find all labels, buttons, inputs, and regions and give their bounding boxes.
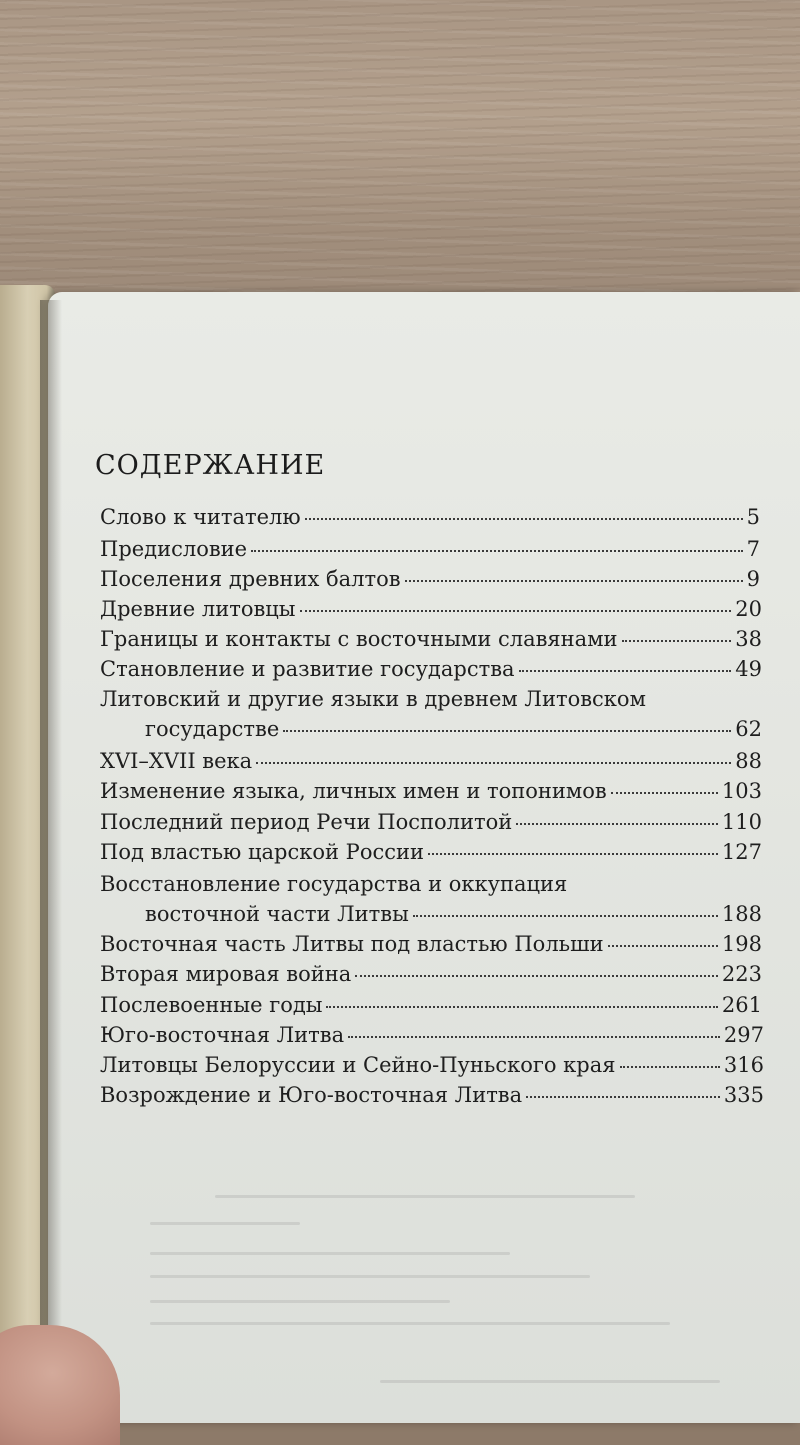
toc-leader-dots [256, 762, 731, 764]
toc-entry-title: Вторая мировая война [100, 962, 352, 986]
toc-leader-dots [251, 550, 743, 552]
toc-entry-title: Возрождение и Юго-восточная Литва [100, 1083, 523, 1107]
toc-entry-page: 49 [735, 657, 762, 681]
toc-entry-title: государстве [145, 717, 280, 741]
toc-entry [100, 597, 762, 621]
toc-entry [100, 537, 760, 561]
toc-entry-title: Границы и контакты с восточными славянами [100, 627, 618, 651]
toc-entry-title: Юго-восточная Литва [100, 1023, 345, 1047]
toc-entry-page: 297 [723, 1023, 764, 1047]
toc-entry-title: XVI–XVII века [100, 749, 253, 773]
toc-leader-dots [611, 792, 718, 794]
toc-title: СОДЕРЖАНИЕ [95, 450, 326, 481]
toc-entry [100, 932, 762, 956]
toc-entry-title: Древние литовцы [100, 597, 296, 621]
toc-entry-page: 103 [721, 779, 762, 803]
toc-entry-title: Становление и развитие государства [100, 657, 515, 681]
toc-leader-dots [283, 730, 731, 732]
toc-entry-title: восточной части Литвы [145, 902, 409, 926]
toc-entry-title: Послевоенные годы [100, 993, 323, 1017]
toc-entry [100, 657, 762, 681]
toc-entry-title: Изменение языка, личных имен и топонимов [100, 779, 607, 803]
toc-leader-dots [526, 1096, 720, 1098]
toc-entry-title: Литовцы Белоруссии и Сейно-Пуньского края [100, 1053, 616, 1077]
toc-entry-page: 20 [735, 597, 762, 621]
toc-entry-title: Последний период Речи Посполитой [100, 810, 513, 834]
toc-entry-page: 223 [721, 962, 762, 986]
toc-entry-page: 7 [746, 537, 760, 561]
toc-entry-page: 110 [721, 810, 762, 834]
toc-leader-dots [300, 610, 732, 612]
toc-entry-page: 62 [735, 717, 762, 741]
toc-leader-dots [622, 640, 732, 642]
toc-entry [100, 779, 762, 803]
toc-entry [100, 505, 760, 529]
toc-leader-dots [355, 975, 718, 977]
toc-entry-title: Предисловие [100, 537, 248, 561]
toc-entry-page: 9 [746, 567, 760, 591]
toc-entry-page: 261 [721, 993, 762, 1017]
toc-entry [100, 1083, 764, 1107]
toc-entry-page: 316 [723, 1053, 764, 1077]
toc-leader-dots [326, 1006, 717, 1008]
toc-leader-dots [348, 1036, 720, 1038]
toc-entry [100, 749, 762, 773]
toc-entry-title-line1: Восстановление государства и оккупация [100, 872, 568, 896]
toc-leader-dots [428, 853, 718, 855]
toc-entry-title-line1: Литовский и другие языки в древнем Литовском [100, 687, 646, 711]
toc-entry-title: Восточная часть Литвы под властью Польши [100, 932, 604, 956]
toc-entry-title: Под властью царской России [100, 840, 424, 864]
toc-entry [100, 627, 762, 651]
toc-entry [100, 567, 760, 591]
toc-leader-dots [405, 580, 743, 582]
toc-entry-page: 5 [746, 505, 760, 529]
toc-entry [100, 1053, 764, 1077]
toc-leader-dots [413, 915, 718, 917]
toc-entry [100, 993, 762, 1017]
toc-entry [100, 840, 762, 864]
toc-entry [100, 810, 762, 834]
toc-leader-dots [519, 670, 732, 672]
toc-entry-page: 127 [721, 840, 762, 864]
toc-entry-title: Поселения древних балтов [100, 567, 401, 591]
toc-entry-page: 335 [723, 1083, 764, 1107]
toc-entry-page: 188 [721, 902, 762, 926]
toc-entry-page: 38 [735, 627, 762, 651]
toc-entry [100, 1023, 764, 1047]
toc-leader-dots [305, 518, 743, 520]
toc-entry-page: 88 [735, 749, 762, 773]
toc-entry [145, 717, 762, 741]
toc-entry-page: 198 [721, 932, 762, 956]
toc-leader-dots [620, 1066, 720, 1068]
toc-leader-dots [608, 945, 718, 947]
toc-entry [145, 902, 762, 926]
toc-entry-title: Слово к читателю [100, 505, 301, 529]
toc-leader-dots [516, 823, 718, 825]
toc-entry [100, 962, 762, 986]
